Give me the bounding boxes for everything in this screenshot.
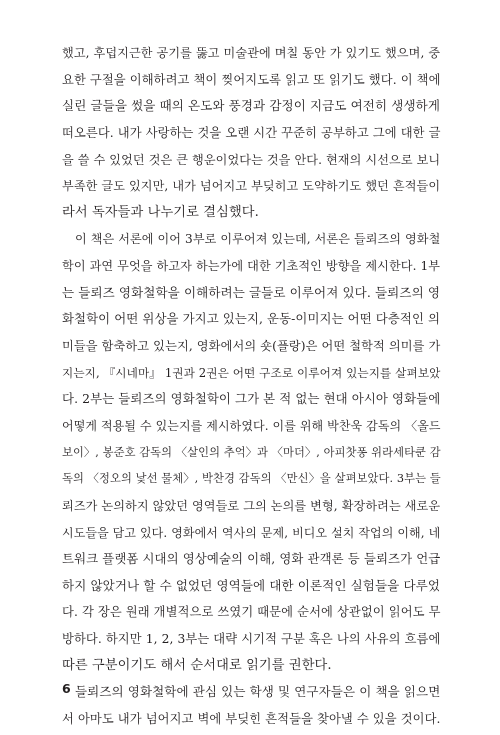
text-line: 떠오른다. 내가 사랑하는 것을 오랜 시간 꾸준히 공부하고 그에 대한 글 — [62, 125, 441, 140]
text-line: 부족한 글도 있지만, 내가 넘어지고 부딪히고 도약하기도 했던 흔적들이 — [62, 179, 441, 194]
text-line: 독의 〈정오의 낯선 물체〉, 박찬경 감독의 〈만신〉을 살펴보았다. 3부는 들 — [62, 472, 441, 486]
text-line: 뢰즈가 논의하지 않았던 영역들로 그의 논의를 변형, 확장하려는 새로운 — [62, 498, 441, 513]
text-line: 트워크 플랫폼 시대의 영상예술의 이해, 영화 관객론 등 들뢰즈가 언급 — [62, 551, 441, 567]
text-line: 미들을 함축하고 있는지, 영화에서의 숏(플랑)은 어떤 철학적 의미를 가 — [62, 339, 441, 354]
text-line: 시도들을 담고 있다. 영화에서 역사의 문제, 비디오 설치 작업의 이해, 네 — [62, 525, 441, 540]
text-line: 방하다. 하지만 1, 2, 3부는 대략 시기적 구분 혹은 나의 사유의 흐름에 — [62, 632, 441, 647]
text-line: 학이 과연 무엇을 하고자 하는가에 대한 기초적인 방향을 제시한다. 1부 — [62, 259, 441, 274]
text-line: 는 들뢰즈 영화철학을 이해하려는 글들로 이루어져 있다. 들뢰즈의 영 — [62, 284, 441, 300]
text-line: 들뢰즈의 영화철학에 관심 있는 학생 및 연구자들은 이 책을 읽으면 — [75, 684, 441, 700]
text-line: 다. 2부는 들뢰즈의 영화철학이 그가 본 적 없는 현대 아시아 영화들에 — [62, 391, 441, 407]
page-number: 6 — [62, 681, 71, 696]
text-line: 따른 구분이기도 해서 순서대로 읽기를 권한다. — [62, 657, 332, 673]
text-line: 을 쓸 수 있었던 것은 큰 행운이었다는 것을 안다. 현재의 시선으로 보니 — [62, 152, 441, 167]
text-line: 보이〉, 봉준호 감독의 〈살인의 추억〉과 〈마더〉, 아피찻퐁 위라세타쿤 감 — [62, 445, 441, 459]
text-line: 이 책은 서론에 이어 3부로 이루어져 있는데, 서론은 들뢰즈의 영화철 — [75, 232, 441, 247]
body-text — [62, 40, 440, 733]
text-line: 라서 독자들과 나누기로 결심했다. — [62, 204, 259, 220]
text-line: 화철학이 어떤 위상을 가지고 있는지, 운동-이미지는 어떤 다층적인 의 — [62, 311, 441, 327]
text-line: 다. 각 장은 원래 개별적으로 쓰였기 때문에 순서에 상관없이 읽어도 무 — [62, 605, 441, 620]
text-line: 지는지, 『시네마』 1권과 2권은 어떤 구조로 이루어져 있는지를 살펴보았 — [62, 365, 441, 380]
text-line: 서 아마도 내가 넘어지고 벽에 부딪힌 흔적들을 찾아낼 수 있을 것이다. — [62, 712, 441, 727]
text-line: 했고, 후덥지근한 공기를 뚫고 미술관에 며칠 동안 가 있기도 했으며, 중 — [62, 46, 441, 60]
text-line: 실린 글들을 썼을 때의 온도와 풍경과 감정이 지금도 여전히 생생하게 — [62, 98, 441, 114]
text-line: 요한 구절을 이해하려고 책이 찢어지도록 읽고 또 읽기도 했다. 이 책에 — [62, 72, 441, 87]
text-line: 하지 않았거나 할 수 없었던 영역들에 대한 이론적인 실험들을 다루었 — [62, 577, 441, 593]
text-line: 어떻게 적용될 수 있는지를 제시하였다. 이를 위해 박찬욱 감독의 〈올드 — [62, 418, 441, 433]
